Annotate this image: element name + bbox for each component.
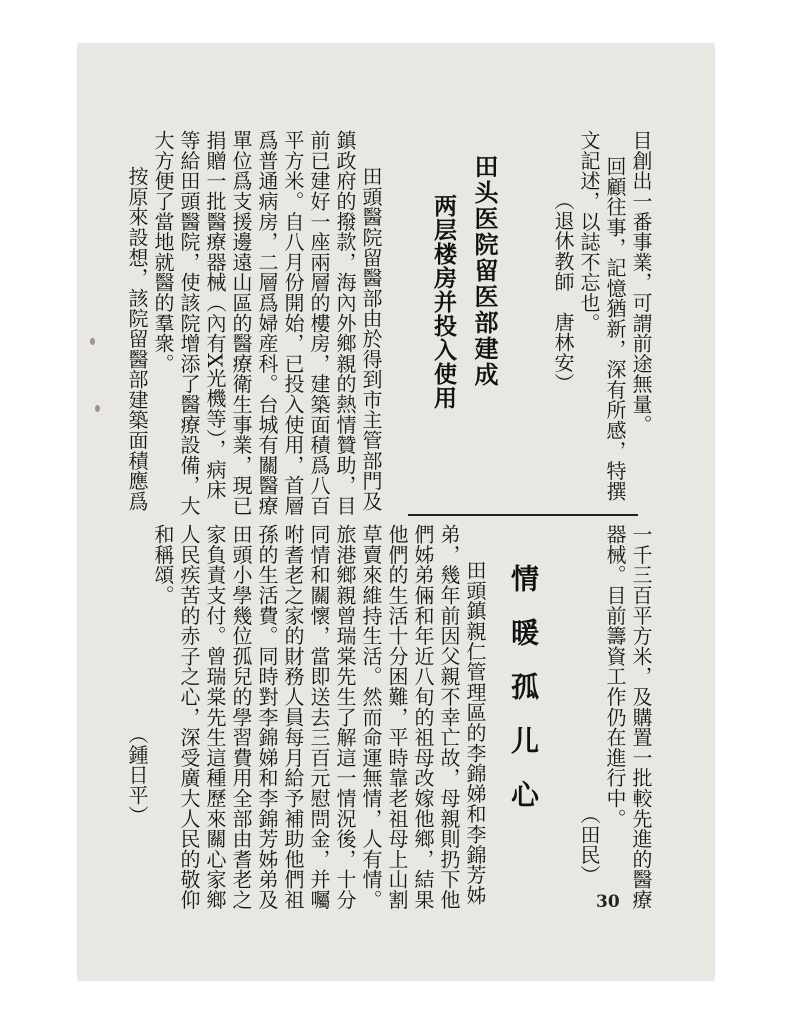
article-subtitle: 两层楼房并投入使用 [430, 194, 456, 410]
orphans-article-body [124, 524, 488, 910]
text-column: 鎮政府的撥款，海內外鄉親的熱情贊助，目 [333, 130, 357, 516]
text-column: 前已建好一座兩層的樓房，建築面積爲八百 [307, 130, 331, 516]
text-column: 弟，幾年前因父親不幸亡故，母親則扔下他 [437, 524, 461, 910]
author-credit: （田民） [577, 804, 601, 886]
text-column: 回顧往事，記憶猶新，深有所感，特撰 [603, 156, 627, 502]
previous-article-ending [550, 130, 654, 501]
hospital-article-body [124, 130, 384, 516]
book-page [78, 44, 714, 980]
text-column: 大方便了當地就醫的羣衆。 [151, 130, 175, 374]
text-column: 按原來設想，該院留醫部建築面積應爲 [125, 166, 149, 512]
article-title: 情暖孤儿心 [507, 564, 540, 834]
text-column: 器械。目前籌資工作仍在進行中。 [603, 524, 627, 829]
text-column: 們姊弟倆和年近八旬的祖母改嫁他鄉，結果 [411, 524, 435, 910]
text-column: 和稱頌。 [151, 524, 175, 606]
page-number: 30 [596, 892, 620, 912]
article-title: 田头医院留医部建成 [470, 154, 498, 388]
text-column: 目創出一番事業，可謂前途無量。 [629, 130, 653, 435]
text-column: 一千三百平方米，及購置一批較先進的醫療 [629, 524, 653, 910]
text-column: 爲普通病房，二層爲婦産科。台城有關醫療 [255, 130, 279, 516]
text-column: 他們的生活十分困難，平時靠老祖母上山割 [385, 524, 409, 910]
text-column: 平方米。自八月份開始，已投入使用，首層 [281, 130, 305, 516]
section-divider [408, 514, 638, 516]
text-column: 田頭醫院留醫部由於得到市主管部門及 [359, 166, 383, 512]
text-column: 單位爲支援邊遠山區的醫療衛生事業，現已 [229, 130, 253, 516]
scan-speck [90, 338, 95, 345]
text-column: 旅港鄉親曾瑞棠先生了解這一情況後，十分 [333, 524, 357, 910]
text-column: 家負責支付。曾瑞棠先生這種歷來關心家鄉 [203, 524, 227, 910]
text-column: 咐耆老之家的財務人員每月給予補助他們祖 [281, 524, 305, 910]
text-column: 人民疾苦的赤子之心，深受廣大人民的敬仰 [177, 524, 201, 910]
text-column: 孫的生活費。同時對李錦娣和李錦芳姊弟及 [255, 524, 279, 910]
text-column: 捐贈一批醫療器械（內有X光機等），病床 [203, 130, 227, 500]
author-credit: （退休教師 唐林安） [551, 190, 575, 393]
text-column: 同情和關懷，當即送去三百元慰問金，并囑 [307, 524, 331, 910]
hospital-article-continued [576, 524, 654, 910]
scan-speck [95, 405, 100, 412]
text-column: 田頭鎮親仁管理區的李錦娣和李錦芳姊 [463, 560, 487, 906]
author-credit: （鍾日平） [125, 724, 149, 826]
text-column: 等給田頭醫院，使該院增添了醫療設備，大 [177, 130, 201, 516]
text-column: 田頭小學幾位孤兒的學習費用全部由耆老之 [229, 524, 253, 910]
text-column: 草賣來維持生活。然而命運無情，人有情。 [359, 524, 383, 910]
text-column: 文記述，以誌不忘也。 [577, 130, 601, 333]
